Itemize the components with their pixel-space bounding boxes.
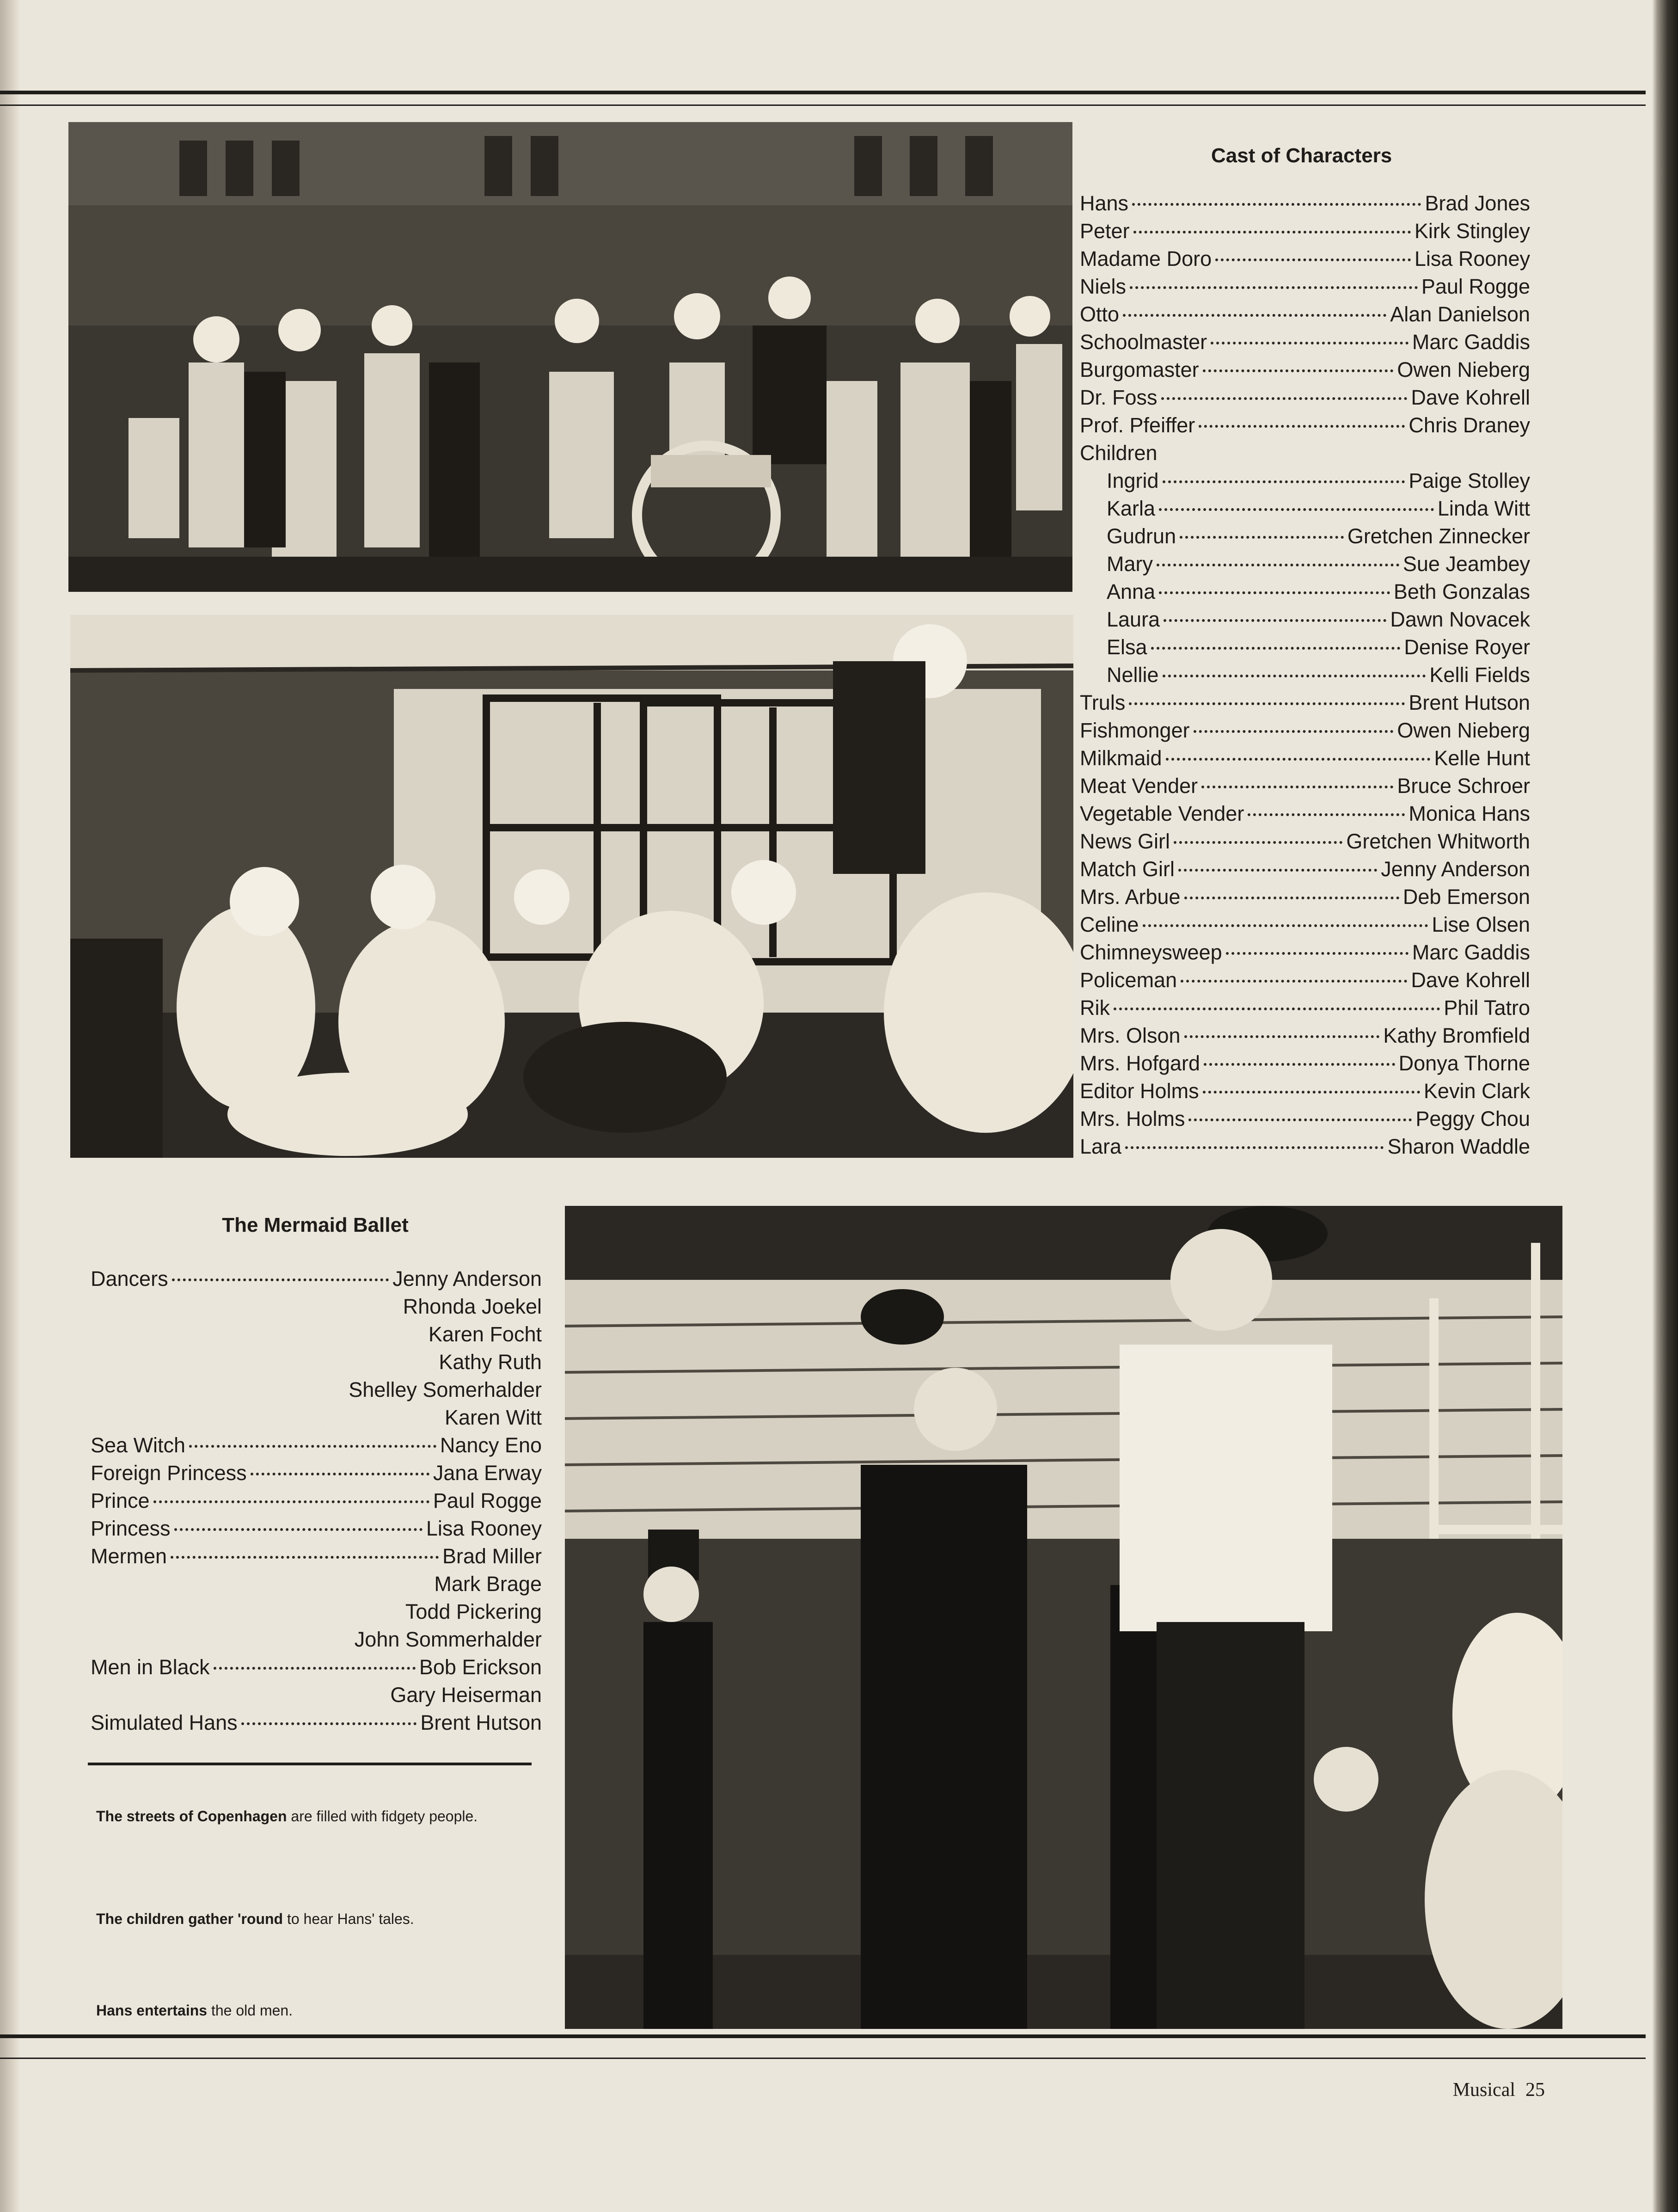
cast-row — [1080, 384, 1530, 412]
cast-actor: Dave Kohrell — [1411, 968, 1530, 992]
cast-actor: Phil Tatro — [1444, 996, 1530, 1020]
cast-row — [1080, 883, 1530, 911]
page-folio — [1453, 2079, 1545, 2101]
cast-row — [1080, 467, 1530, 495]
ballet-role: Simulated Hans — [91, 1711, 238, 1734]
cast-actor: Linda Witt — [1437, 497, 1530, 520]
cast-row — [1080, 661, 1530, 689]
cast-actor: Kevin Clark — [1423, 1079, 1530, 1103]
cast-row — [1080, 578, 1530, 606]
dot-leader — [1178, 869, 1377, 872]
cast-row — [1080, 633, 1530, 661]
ballet-row — [91, 1515, 542, 1542]
dot-leader — [1204, 1063, 1395, 1066]
ballet-role: Prince — [91, 1489, 150, 1512]
cast-actor: Kirk Stingley — [1414, 219, 1530, 243]
page-gutter-shadow — [0, 0, 20, 2212]
ballet-actor: Rhonda Joekel — [403, 1295, 542, 1318]
cast-role: Anna — [1107, 580, 1156, 603]
dot-leader — [1184, 897, 1399, 899]
ballet-row — [91, 1542, 542, 1570]
cast-actor: Donya Thorne — [1398, 1051, 1530, 1075]
cast-actor: Lise Olsen — [1432, 913, 1530, 936]
ballet-actor: Todd Pickering — [405, 1600, 542, 1623]
dot-leader — [1166, 758, 1431, 761]
ballet-role: Dancers — [91, 1267, 168, 1290]
ballet-row — [91, 1709, 542, 1737]
dot-leader — [1125, 1146, 1384, 1149]
cast-role: Match Girl — [1080, 857, 1175, 881]
cast-actor: Sharon Waddle — [1387, 1135, 1530, 1158]
cast-actor: Kelli Fields — [1429, 663, 1530, 687]
ballet-actor: Brent Hutson — [420, 1711, 542, 1734]
cast-role: Milkmaid — [1080, 746, 1162, 770]
cast-role: Karla — [1107, 497, 1156, 520]
cast-role: Gudrun — [1107, 524, 1176, 548]
dot-leader — [1164, 619, 1386, 622]
ballet-row — [91, 1626, 542, 1653]
cast-row — [1080, 606, 1530, 633]
ballet-title: The Mermaid Ballet — [222, 1214, 409, 1236]
cast-row — [1080, 966, 1530, 994]
photo-street-scene — [68, 122, 1072, 592]
cast-row — [1080, 522, 1530, 550]
cast-actor: Chris Draney — [1409, 413, 1530, 437]
cast-actor: Dave Kohrell — [1411, 386, 1530, 409]
dot-leader — [1174, 841, 1342, 844]
cast-actor: Lisa Rooney — [1414, 247, 1530, 270]
caption-lead: The children gather 'round — [96, 1911, 283, 1927]
ballet-actor: Jana Erway — [433, 1461, 542, 1485]
cast-actor: Sue Jeambey — [1402, 552, 1530, 576]
ballet-actor: Jenny Anderson — [392, 1267, 542, 1290]
dot-leader — [1248, 813, 1405, 816]
caption-lead: Hans entertains — [96, 2002, 208, 2019]
cast-row — [1080, 273, 1530, 301]
ballet-actor: Nancy Eno — [440, 1433, 542, 1457]
ballet-row — [91, 1459, 542, 1487]
cast-row — [1080, 190, 1530, 217]
folio-page-number: 25 — [1525, 2079, 1545, 2101]
cast-actor: Bruce Schroer — [1397, 774, 1530, 798]
cast-row — [1080, 301, 1530, 328]
ballet-actor: Karen Witt — [444, 1406, 542, 1429]
cast-row — [1080, 689, 1530, 717]
cast-actor: Owen Nieberg — [1397, 719, 1530, 742]
cast-actor: Paige Stolley — [1409, 469, 1530, 492]
caption-hans-entertains — [96, 2000, 540, 2021]
dot-leader — [241, 1722, 417, 1725]
dot-leader — [153, 1500, 429, 1503]
dot-leader — [1203, 1091, 1420, 1094]
cast-row — [1080, 772, 1530, 800]
cast-actor: Kelle Hunt — [1434, 746, 1530, 770]
cast-role: Vegetable Vender — [1080, 802, 1244, 825]
cast-role: Elsa — [1107, 635, 1147, 659]
ballet-role: Men in Black — [91, 1655, 210, 1679]
ballet-role: Sea Witch — [91, 1433, 186, 1457]
cast-row — [1080, 994, 1530, 1022]
ballet-row — [91, 1404, 542, 1432]
cast-row — [1080, 550, 1530, 578]
cast-row — [1080, 717, 1530, 744]
dot-leader — [1130, 286, 1418, 289]
top-rule-thick — [0, 91, 1646, 94]
dot-leader — [1163, 480, 1405, 483]
cast-role: Truls — [1080, 691, 1126, 714]
dot-leader — [1129, 702, 1405, 705]
cast-row — [1080, 1105, 1530, 1133]
cast-role: Nellie — [1107, 663, 1159, 687]
cast-role: Mrs. Holms — [1080, 1107, 1185, 1131]
cast-row — [1080, 744, 1530, 772]
cast-role: Children — [1080, 441, 1157, 465]
ballet-actor: Brad Miller — [442, 1544, 542, 1568]
photo-children-gather — [70, 615, 1073, 1158]
ballet-row — [91, 1570, 542, 1598]
cast-role: Celine — [1080, 913, 1139, 936]
ballet-list — [91, 1265, 542, 1737]
cast-row — [1080, 855, 1530, 883]
dot-leader — [1215, 258, 1411, 261]
cast-title: Cast of Characters — [1211, 144, 1392, 167]
dot-leader — [1159, 591, 1390, 594]
dot-leader — [1151, 647, 1401, 650]
cast-row — [1080, 412, 1530, 439]
ballet-actor: John Sommerhalder — [354, 1628, 542, 1651]
cast-role: Dr. Foss — [1080, 386, 1157, 409]
cast-actor: Owen Nieberg — [1397, 358, 1530, 381]
dot-leader — [1181, 980, 1407, 983]
cast-role: Mrs. Olson — [1080, 1024, 1181, 1047]
cast-role: Mary — [1107, 552, 1153, 576]
top-rule-thin — [0, 104, 1646, 106]
cast-actor: Gretchen Whitworth — [1346, 830, 1530, 853]
cast-row — [1080, 1022, 1530, 1050]
ballet-actor: Paul Rogge — [433, 1489, 542, 1512]
ballet-actor: Bob Erickson — [419, 1655, 542, 1679]
ballet-row — [91, 1293, 542, 1321]
caption-text: to hear Hans' tales. — [287, 1911, 414, 1927]
dot-leader — [1157, 564, 1399, 566]
cast-role: Policeman — [1080, 968, 1177, 992]
ballet-row — [91, 1653, 542, 1681]
cast-row — [1080, 828, 1530, 855]
ballet-actor: Gary Heiserman — [390, 1683, 542, 1707]
page-binding-edge — [1652, 0, 1678, 2212]
cast-role: Hans — [1080, 191, 1129, 215]
ballet-row — [91, 1265, 542, 1293]
ballet-row — [91, 1598, 542, 1626]
cast-row — [1080, 1050, 1530, 1077]
dot-leader — [172, 1278, 389, 1281]
cast-actor: Beth Gonzalas — [1393, 580, 1530, 603]
ballet-actor: Kathy Ruth — [439, 1350, 542, 1374]
dot-leader — [214, 1667, 416, 1670]
cast-role: Editor Holms — [1080, 1079, 1199, 1103]
ballet-row — [91, 1376, 542, 1404]
dot-leader — [1143, 924, 1428, 927]
cast-row — [1080, 911, 1530, 939]
ballet-actor: Mark Brage — [434, 1572, 542, 1596]
cast-row — [1080, 1133, 1530, 1161]
dot-leader — [1194, 730, 1394, 733]
caption-children-gather — [96, 1909, 540, 1929]
ballet-row — [91, 1487, 542, 1515]
cast-role: Lara — [1080, 1135, 1122, 1158]
dot-leader — [1180, 536, 1344, 539]
dot-leader — [174, 1528, 423, 1531]
cast-role: Madame Doro — [1080, 247, 1212, 270]
cast-row — [1080, 439, 1530, 467]
cast-row — [1080, 495, 1530, 522]
caption-text: the old men. — [211, 2002, 293, 2019]
cast-row — [1080, 328, 1530, 356]
dot-leader — [1114, 1008, 1440, 1010]
cast-actor: Paul Rogge — [1421, 275, 1530, 298]
dot-leader — [1184, 1035, 1380, 1038]
caption-lead: The streets of Copenhagen — [96, 1808, 287, 1825]
cast-row — [1080, 939, 1530, 966]
caption-divider — [88, 1763, 532, 1765]
folio-section: Musical — [1452, 2079, 1515, 2101]
dot-leader — [1201, 786, 1393, 788]
dot-leader — [1199, 425, 1405, 428]
cast-role: Peter — [1080, 219, 1130, 243]
ballet-actor: Shelley Somerhalder — [349, 1378, 542, 1401]
caption-text: are filled with fidgety people. — [291, 1808, 478, 1825]
cast-actor: Gretchen Zinnecker — [1347, 524, 1530, 548]
caption-street-scene — [96, 1806, 540, 1826]
dot-leader — [1159, 508, 1434, 511]
ballet-role: Foreign Princess — [91, 1461, 247, 1485]
ballet-row — [91, 1348, 542, 1376]
ballet-actor: Karen Focht — [428, 1322, 542, 1346]
cast-list — [1080, 190, 1530, 1161]
cast-role: Burgomaster — [1080, 358, 1199, 381]
cast-row — [1080, 1077, 1530, 1105]
cast-actor: Brad Jones — [1425, 191, 1530, 215]
cast-role: Chimneysweep — [1080, 940, 1222, 964]
ballet-row — [91, 1681, 542, 1709]
dot-leader — [1132, 203, 1421, 206]
cast-role: Otto — [1080, 302, 1120, 326]
cast-role: Meat Vender — [1080, 774, 1198, 798]
cast-row — [1080, 217, 1530, 245]
bottom-rule-thin — [0, 2058, 1646, 2059]
cast-role: Prof. Pfeiffer — [1080, 413, 1195, 437]
cast-row — [1080, 356, 1530, 384]
dot-leader — [1226, 952, 1409, 955]
cast-actor: Jenny Anderson — [1381, 857, 1530, 881]
cast-actor: Denise Royer — [1404, 635, 1530, 659]
dot-leader — [171, 1556, 439, 1559]
cast-role: Laura — [1107, 608, 1160, 631]
cast-role: Fishmonger — [1080, 719, 1190, 742]
dot-leader — [1123, 314, 1386, 317]
dot-leader — [1163, 675, 1426, 677]
cast-actor: Marc Gaddis — [1412, 940, 1530, 964]
cast-row — [1080, 800, 1530, 828]
cast-actor: Dawn Novacek — [1390, 608, 1530, 631]
ballet-row — [91, 1432, 542, 1459]
cast-actor: Deb Emerson — [1402, 885, 1530, 909]
cast-role: Mrs. Arbue — [1080, 885, 1181, 909]
cast-role: Niels — [1080, 275, 1127, 298]
photo-hans-entertains — [565, 1206, 1562, 2029]
ballet-role: Mermen — [91, 1544, 167, 1568]
dot-leader — [1161, 397, 1408, 400]
ballet-role: Princess — [91, 1517, 171, 1540]
cast-actor: Kathy Bromfield — [1383, 1024, 1530, 1047]
cast-actor: Marc Gaddis — [1412, 330, 1530, 354]
cast-actor: Monica Hans — [1409, 802, 1530, 825]
cast-role: Rik — [1080, 996, 1110, 1020]
dot-leader — [1133, 231, 1411, 233]
cast-actor: Brent Hutson — [1409, 691, 1530, 714]
dot-leader — [1203, 369, 1394, 372]
ballet-actor: Lisa Rooney — [426, 1517, 542, 1540]
cast-role: Mrs. Hofgard — [1080, 1051, 1200, 1075]
dot-leader — [1211, 342, 1409, 344]
ballet-row — [91, 1321, 542, 1348]
cast-row — [1080, 245, 1530, 273]
cast-role: Ingrid — [1107, 469, 1159, 492]
cast-role: News Girl — [1080, 830, 1170, 853]
dot-leader — [189, 1445, 436, 1448]
cast-role: Schoolmaster — [1080, 330, 1207, 354]
bottom-rule-thick — [0, 2034, 1646, 2038]
cast-actor: Peggy Chou — [1415, 1107, 1530, 1131]
cast-actor: Alan Danielson — [1390, 302, 1530, 326]
dot-leader — [1188, 1118, 1412, 1121]
dot-leader — [251, 1473, 429, 1475]
